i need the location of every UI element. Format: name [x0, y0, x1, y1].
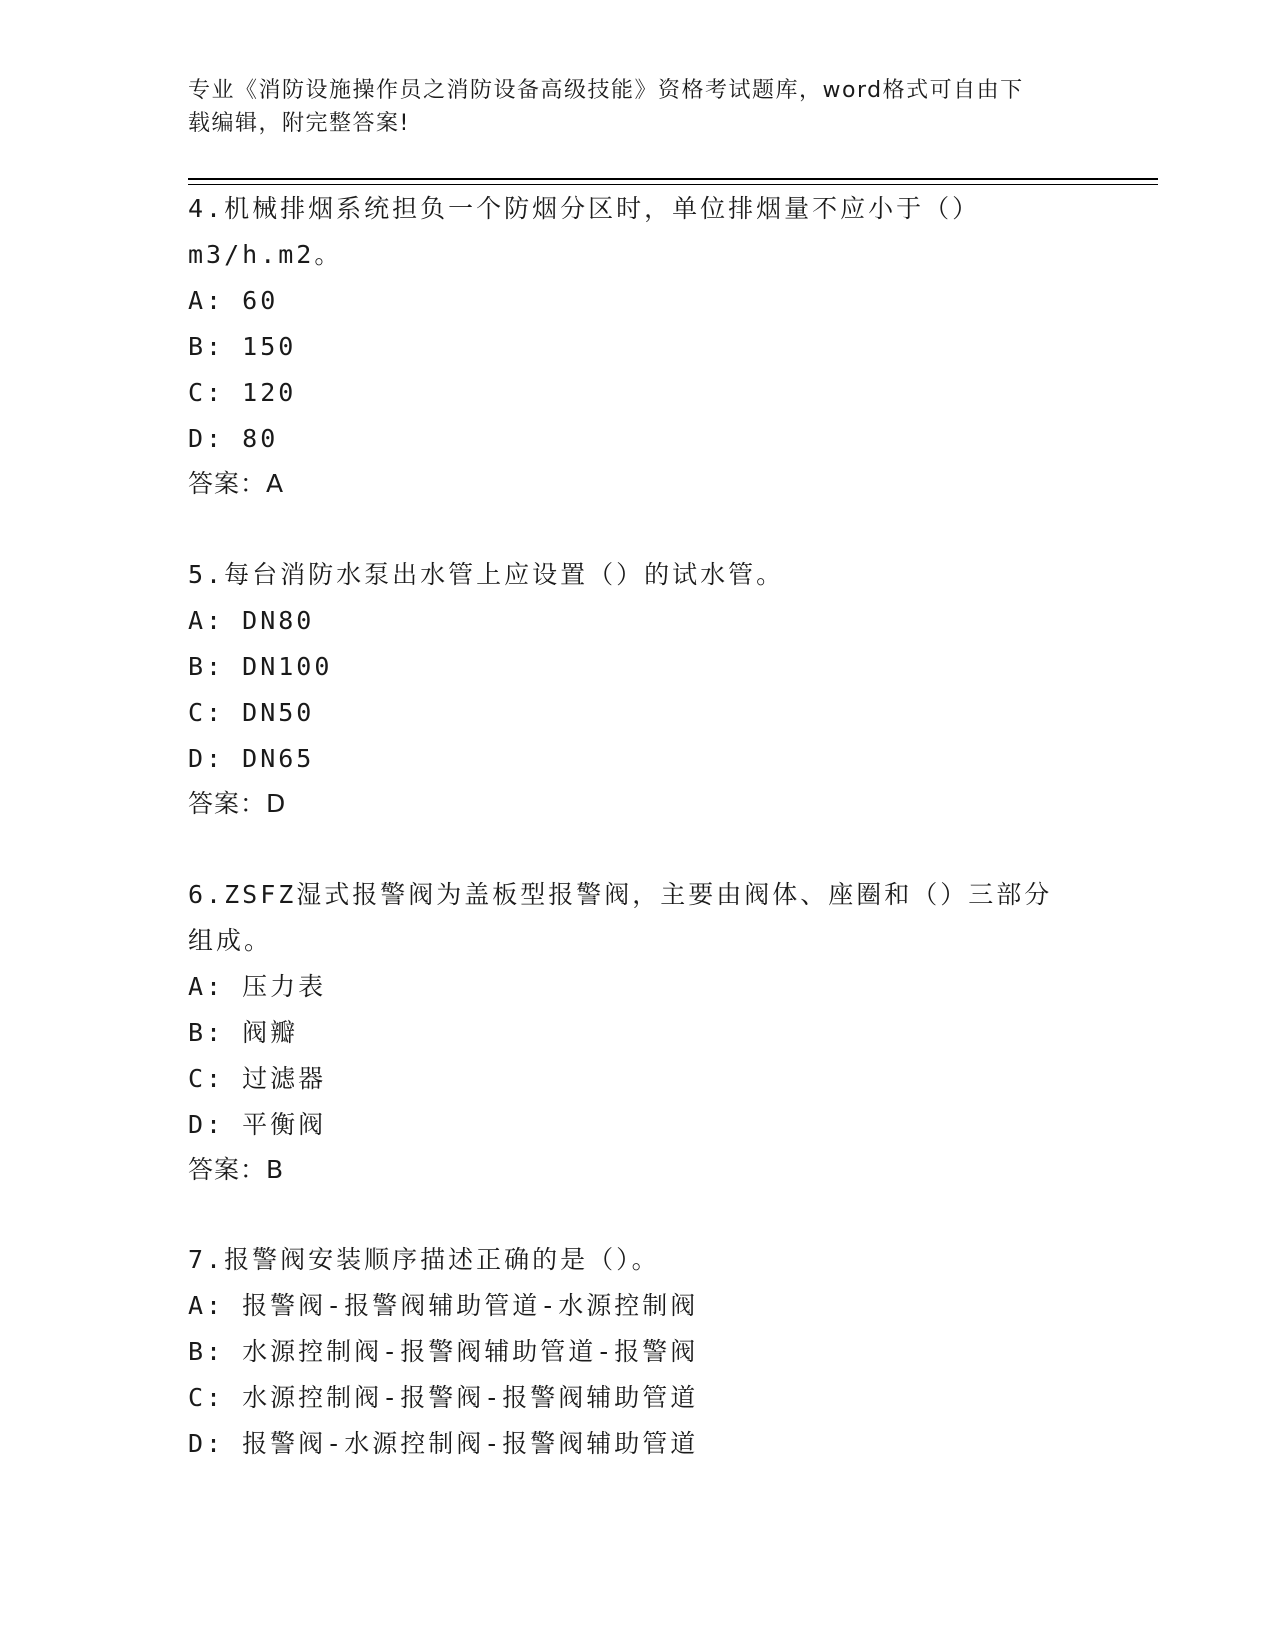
option-a: A: 报警阀-报警阀辅助管道-水源控制阀: [188, 1291, 699, 1320]
option-c: C: DN50: [188, 698, 315, 727]
question-stem: m3/h.m2。: [188, 240, 343, 269]
question-7: [188, 1237, 1088, 1467]
question-5: [188, 552, 1088, 826]
option-b: B: 阀瓣: [188, 1018, 299, 1047]
option-d: D: 平衡阀: [188, 1110, 327, 1139]
answer: 答案：D: [188, 789, 287, 818]
option-c: C: 过滤器: [188, 1064, 327, 1093]
option-b: B: DN100: [188, 652, 333, 681]
question-4: [188, 186, 1088, 506]
option-b: B: 150: [188, 332, 297, 361]
question-stem: 组成。: [188, 926, 273, 955]
option-d: D: DN65: [188, 744, 315, 773]
answer: 答案：B: [188, 1155, 285, 1184]
answer: 答案：A: [188, 469, 285, 498]
question-stem: 6.ZSFZ湿式报警阀为盖板型报警阀，主要由阀体、座圈和（）三部分: [188, 880, 1053, 909]
header-line-1: 专业《消防设施操作员之消防设备高级技能》资格考试题库，word格式可自由下: [188, 78, 1024, 103]
question-stem: 5.每台消防水泵出水管上应设置（）的试水管。: [188, 560, 785, 589]
option-a: A: DN80: [188, 606, 315, 635]
option-d: D: 80: [188, 424, 279, 453]
question-stem: 7.报警阀安装顺序描述正确的是（）。: [188, 1245, 660, 1274]
header-line-2: 载编辑，附完整答案!: [188, 111, 410, 136]
question-stem: 4.机械排烟系统担负一个防烟分区时，单位排烟量不应小于（）: [188, 194, 981, 223]
option-d: D: 报警阀-水源控制阀-报警阀辅助管道: [188, 1429, 699, 1458]
header-rule-thick: [188, 178, 1158, 180]
option-a: A: 压力表: [188, 972, 327, 1001]
option-a: A: 60: [188, 286, 279, 315]
question-6: [188, 872, 1088, 1192]
document-header: [188, 74, 1068, 140]
option-c: C: 水源控制阀-报警阀-报警阀辅助管道: [188, 1383, 699, 1412]
header-rule-thin: [188, 184, 1158, 185]
option-c: C: 120: [188, 378, 297, 407]
option-b: B: 水源控制阀-报警阀辅助管道-报警阀: [188, 1337, 699, 1366]
